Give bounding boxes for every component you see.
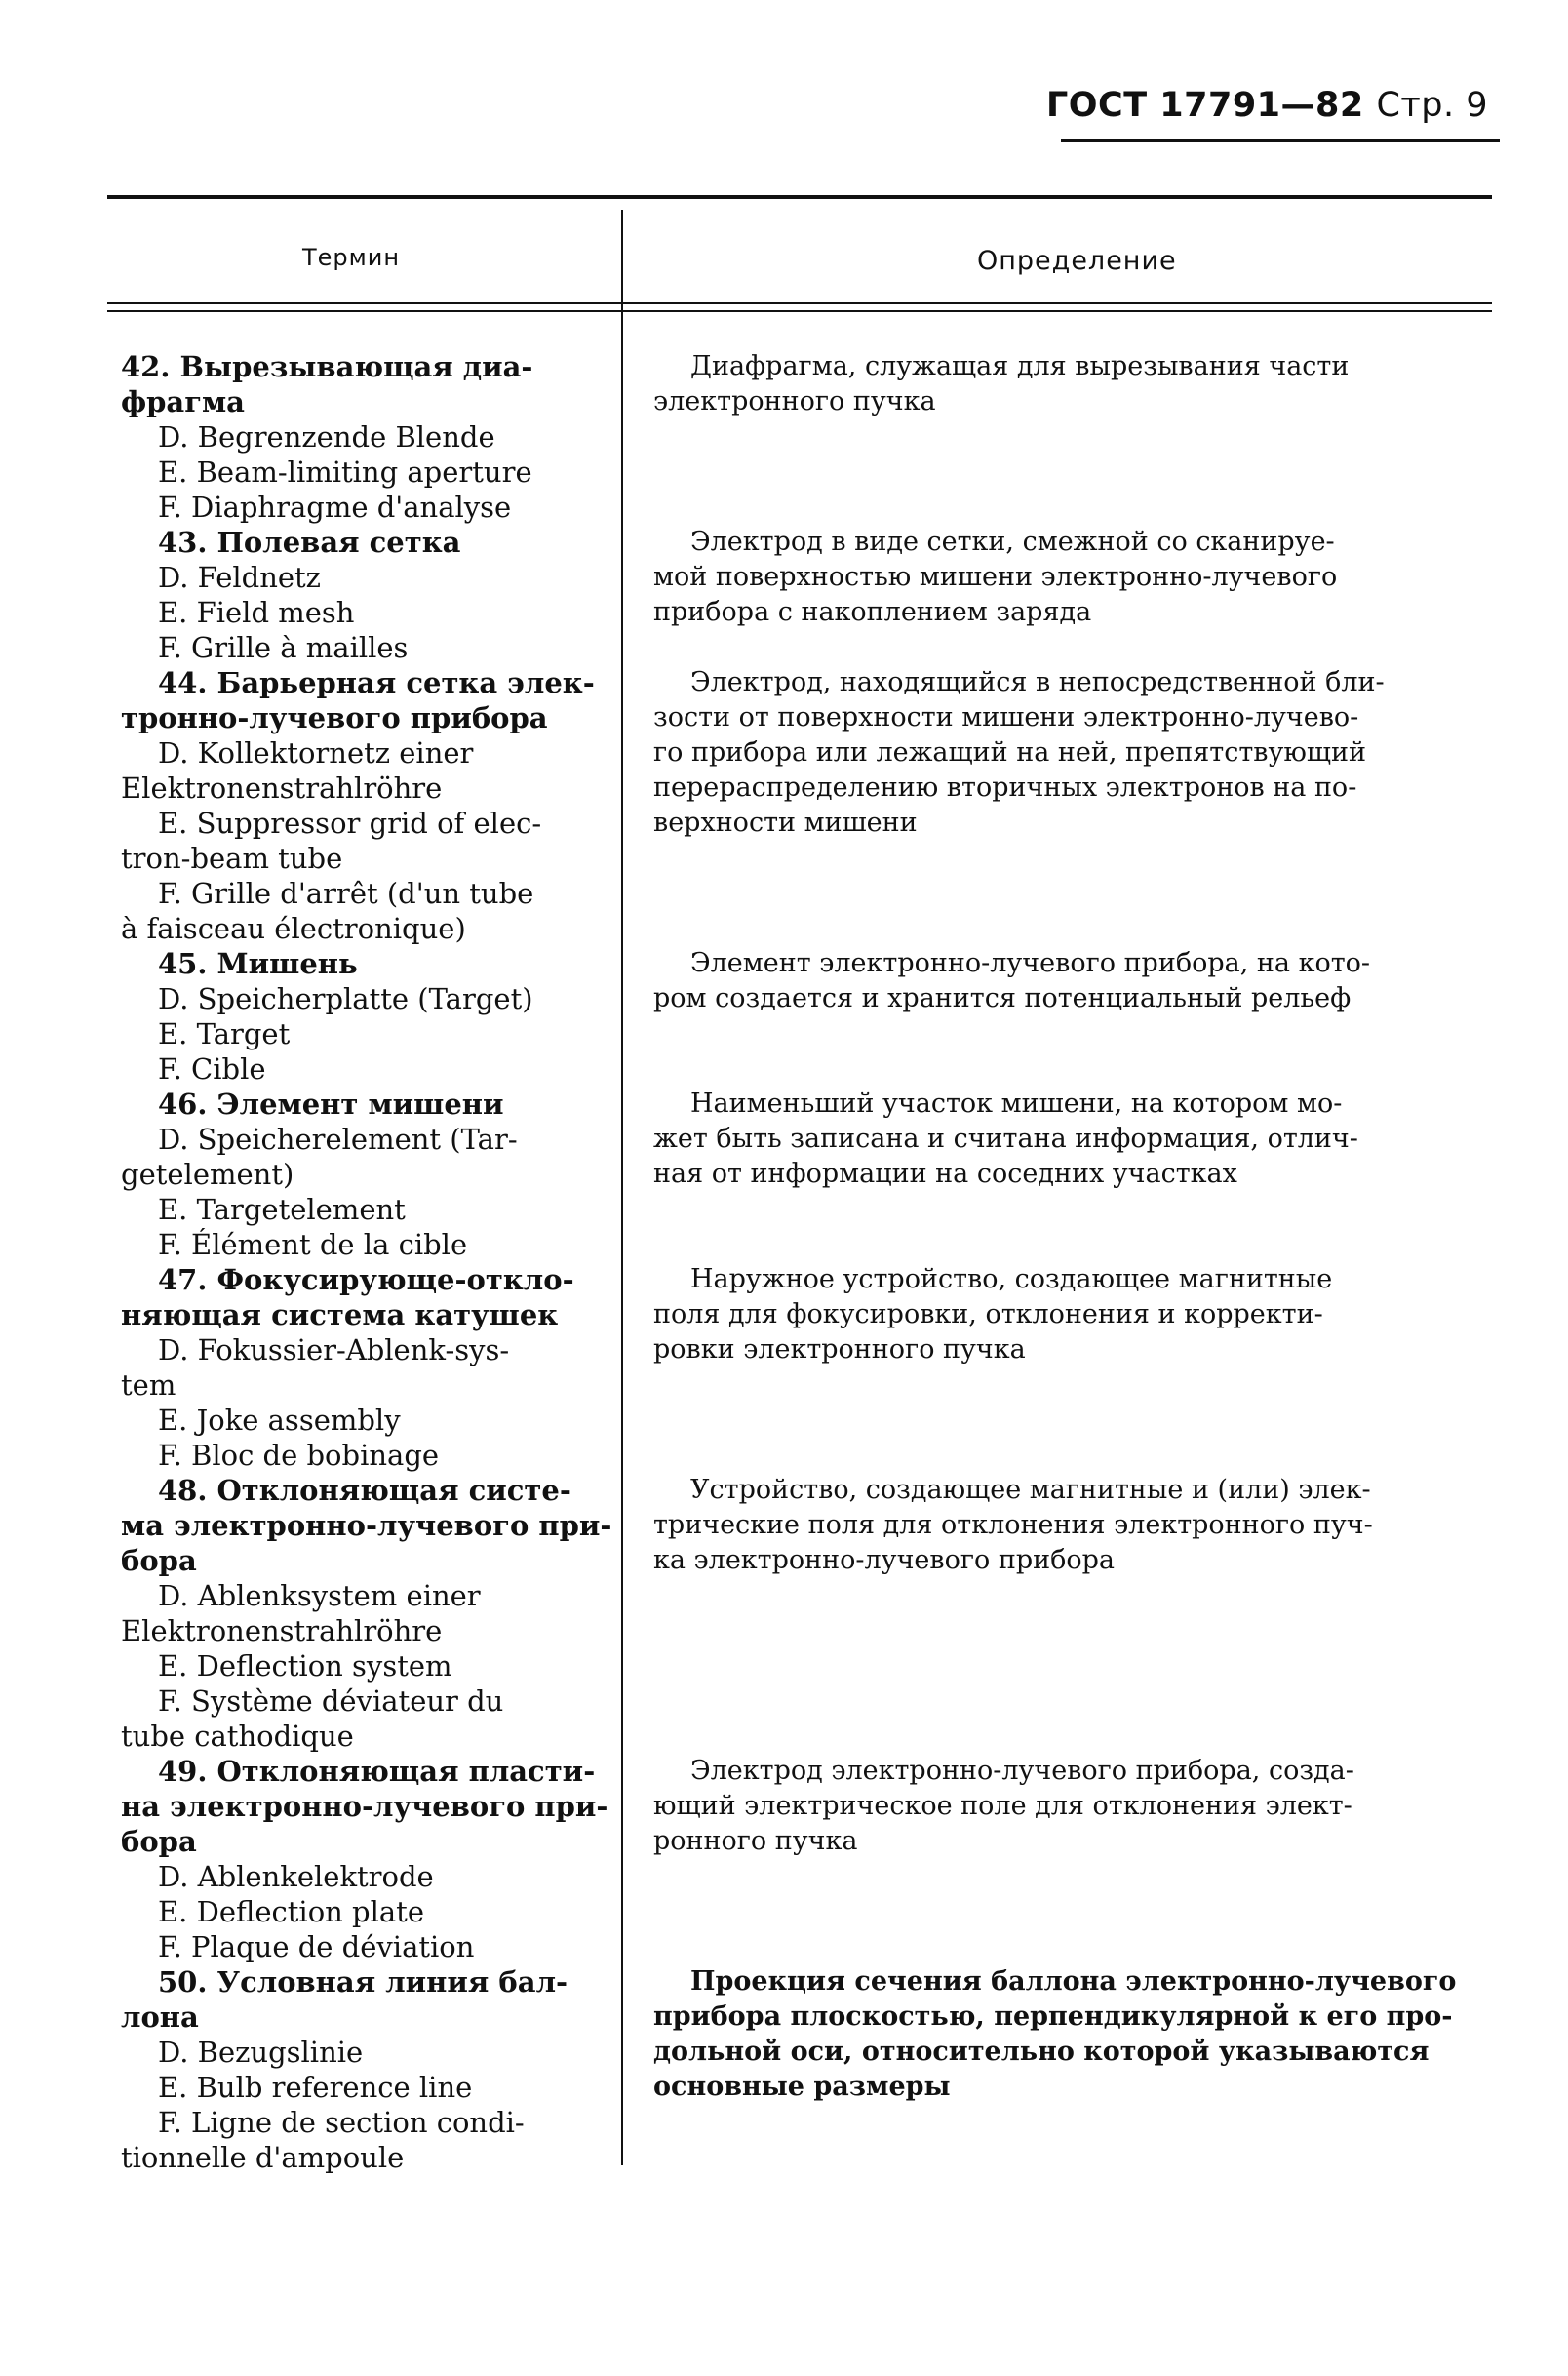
definition-43 <box>653 525 1492 630</box>
term-english: E. Suppressor grid of elec- <box>158 807 542 840</box>
standard-number: ГОСТ 17791—82 <box>1045 86 1364 125</box>
definition-50 <box>653 1964 1492 2105</box>
term-german: D. Ablenkelektrode <box>158 1860 434 1893</box>
term-german: D. Kollektornetz einer <box>158 736 474 770</box>
term-heading: ма электронно-лучевого при- <box>121 1509 612 1542</box>
term-column <box>121 349 612 2175</box>
term-heading: 46. Элемент мишени <box>158 1088 504 1121</box>
definition-line: ровки электронного пучка <box>653 1334 1026 1365</box>
term-english: E. Joke assembly <box>158 1404 401 1437</box>
table-top-rule <box>107 195 1492 199</box>
definition-line: Наружное устройство, создающее магнитные <box>690 1264 1333 1294</box>
term-german: D. Fokussier-Ablenk-sys- <box>158 1333 510 1366</box>
definition-line: Наименьший участок мишени, на котором мо- <box>690 1089 1343 1119</box>
definition-line: ром создается и хранится потенциальный рельеф <box>653 983 1352 1013</box>
term-english: E. Target <box>158 1017 291 1050</box>
term-english: tron-beam tube <box>121 842 343 875</box>
definition-48 <box>653 1473 1492 1578</box>
definition-line: основные размеры <box>653 2072 951 2102</box>
term-heading: 47. Фокусирующе-откло- <box>158 1263 574 1296</box>
term-french: F. Grille d'arrêt (d'un tube <box>158 877 534 910</box>
term-heading: 49. Отклоняющая пласти- <box>158 1755 596 1788</box>
definition-line: ка электронно-лучевого прибора <box>653 1545 1116 1575</box>
definition-line: ная от информации на соседних участках <box>653 1159 1237 1189</box>
definition-42 <box>653 349 1492 419</box>
term-english: E. Targetelement <box>158 1193 406 1226</box>
term-heading: 44. Барьерная сетка элек- <box>158 666 595 699</box>
definition-column-header: Определение <box>977 246 1177 276</box>
term-german: Elektronenstrahlröhre <box>121 772 443 805</box>
term-french: tube cathodique <box>121 1720 354 1753</box>
header-rule <box>1061 139 1500 142</box>
definition-line: Диафрагма, служащая для вырезывания части <box>690 351 1350 381</box>
term-german: tem <box>121 1368 176 1402</box>
term-column-header: Термин <box>302 244 401 271</box>
term-english: E. Bulb reference line <box>158 2071 473 2104</box>
definition-line: го прибора или лежащий на ней, препятствующий <box>653 737 1366 768</box>
definition-line: Электрод электронно-лучевого прибора, созда- <box>690 1756 1354 1786</box>
term-english: E. Deflection plate <box>158 1895 424 1928</box>
definition-line: Электрод в виде сетки, смежной со сканируе- <box>690 527 1335 557</box>
definition-line: поля для фокусировки, отклонения и корректи- <box>653 1299 1323 1329</box>
page-number: Стр. 9 <box>1376 86 1488 125</box>
definition-line: Устройство, создающее магнитные и (или) элек- <box>690 1475 1371 1505</box>
term-heading: фрагма <box>121 385 245 418</box>
definition-line: прибора плоскостью, перпендикулярной к его про- <box>653 2001 1453 2032</box>
term-french: F. Plaque de déviation <box>158 1930 475 1963</box>
definition-49 <box>653 1754 1492 1859</box>
term-german: getelement) <box>121 1158 294 1191</box>
definition-line: перераспределению вторичных электронов на по- <box>653 772 1357 803</box>
term-heading: 48. Отклоняющая систе- <box>158 1474 571 1507</box>
term-english: E. Beam-limiting aperture <box>158 455 532 489</box>
header-double-rule-top <box>107 302 1492 304</box>
header-double-rule-bottom <box>107 310 1492 312</box>
term-french: tionnelle d'ampoule <box>121 2141 405 2174</box>
term-french: F. Cible <box>158 1052 266 1086</box>
definition-line: мой поверхностью мишени электронно-лучевого <box>653 562 1338 592</box>
term-heading: лона <box>121 2000 199 2034</box>
term-english: E. Field mesh <box>158 596 355 629</box>
definition-46 <box>653 1087 1492 1192</box>
term-french: F. Diaphragme d'analyse <box>158 491 512 524</box>
term-heading: 45. Мишень <box>158 947 358 980</box>
term-heading: тронно-лучевого прибора <box>121 701 548 734</box>
term-french: F. Élément de la cible <box>158 1228 468 1261</box>
running-header <box>1046 86 1488 125</box>
term-german: D. Bezugslinie <box>158 2036 364 2069</box>
term-french: F. Bloc de bobinage <box>158 1439 440 1472</box>
term-french: F. Grille à mailles <box>158 631 409 664</box>
term-french: F. Ligne de section condi- <box>158 2106 525 2139</box>
definition-line: прибора с накоплением заряда <box>653 597 1092 627</box>
definition-line: Проекция сечения баллона электронно-лучевого <box>690 1966 1457 1997</box>
column-divider <box>621 210 623 2165</box>
term-german: D. Speicherplatte (Target) <box>158 982 533 1015</box>
definition-line: зости от поверхности мишени электронно-лучево- <box>653 702 1359 733</box>
term-heading: 42. Вырезывающая диа- <box>121 350 533 383</box>
term-french: F. Système déviateur du <box>158 1684 504 1718</box>
term-heading: бора <box>121 1544 197 1577</box>
definition-line: трические поля для отклонения электронного пуч- <box>653 1510 1373 1540</box>
definition-line: ронного пучка <box>653 1826 858 1856</box>
term-heading: 50. Условная линия бал- <box>158 1965 568 1999</box>
term-heading: бора <box>121 1825 197 1858</box>
definition-line: верхности мишени <box>653 808 918 838</box>
definition-45 <box>653 946 1492 1016</box>
term-german: D. Feldnetz <box>158 561 321 594</box>
term-german: D. Ablenksystem einer <box>158 1579 481 1612</box>
definition-line: электронного пучка <box>653 386 936 416</box>
term-german: D. Speicherelement (Tar- <box>158 1123 518 1156</box>
term-german: Elektronenstrahlröhre <box>121 1614 443 1647</box>
definition-line: ющий электрическое поле для отклонения элект- <box>653 1791 1352 1821</box>
term-heading: на электронно-лучевого при- <box>121 1790 608 1823</box>
definition-line: Элемент электронно-лучевого прибора, на кото- <box>690 948 1371 978</box>
definition-line: Электрод, находящийся в непосредственной бли- <box>690 667 1385 697</box>
definition-line: дольной оси, относительно которой указываются <box>653 2037 1430 2067</box>
definition-44 <box>653 665 1492 841</box>
term-german: D. Begrenzende Blende <box>158 420 495 454</box>
definition-47 <box>653 1262 1492 1367</box>
term-english: E. Deflection system <box>158 1649 452 1683</box>
term-heading: 43. Полевая сетка <box>158 526 461 559</box>
definition-line: жет быть записана и считана информация, отлич- <box>653 1124 1358 1154</box>
term-french: à faisceau électronique) <box>121 912 466 945</box>
term-heading: няющая система катушек <box>121 1298 559 1331</box>
